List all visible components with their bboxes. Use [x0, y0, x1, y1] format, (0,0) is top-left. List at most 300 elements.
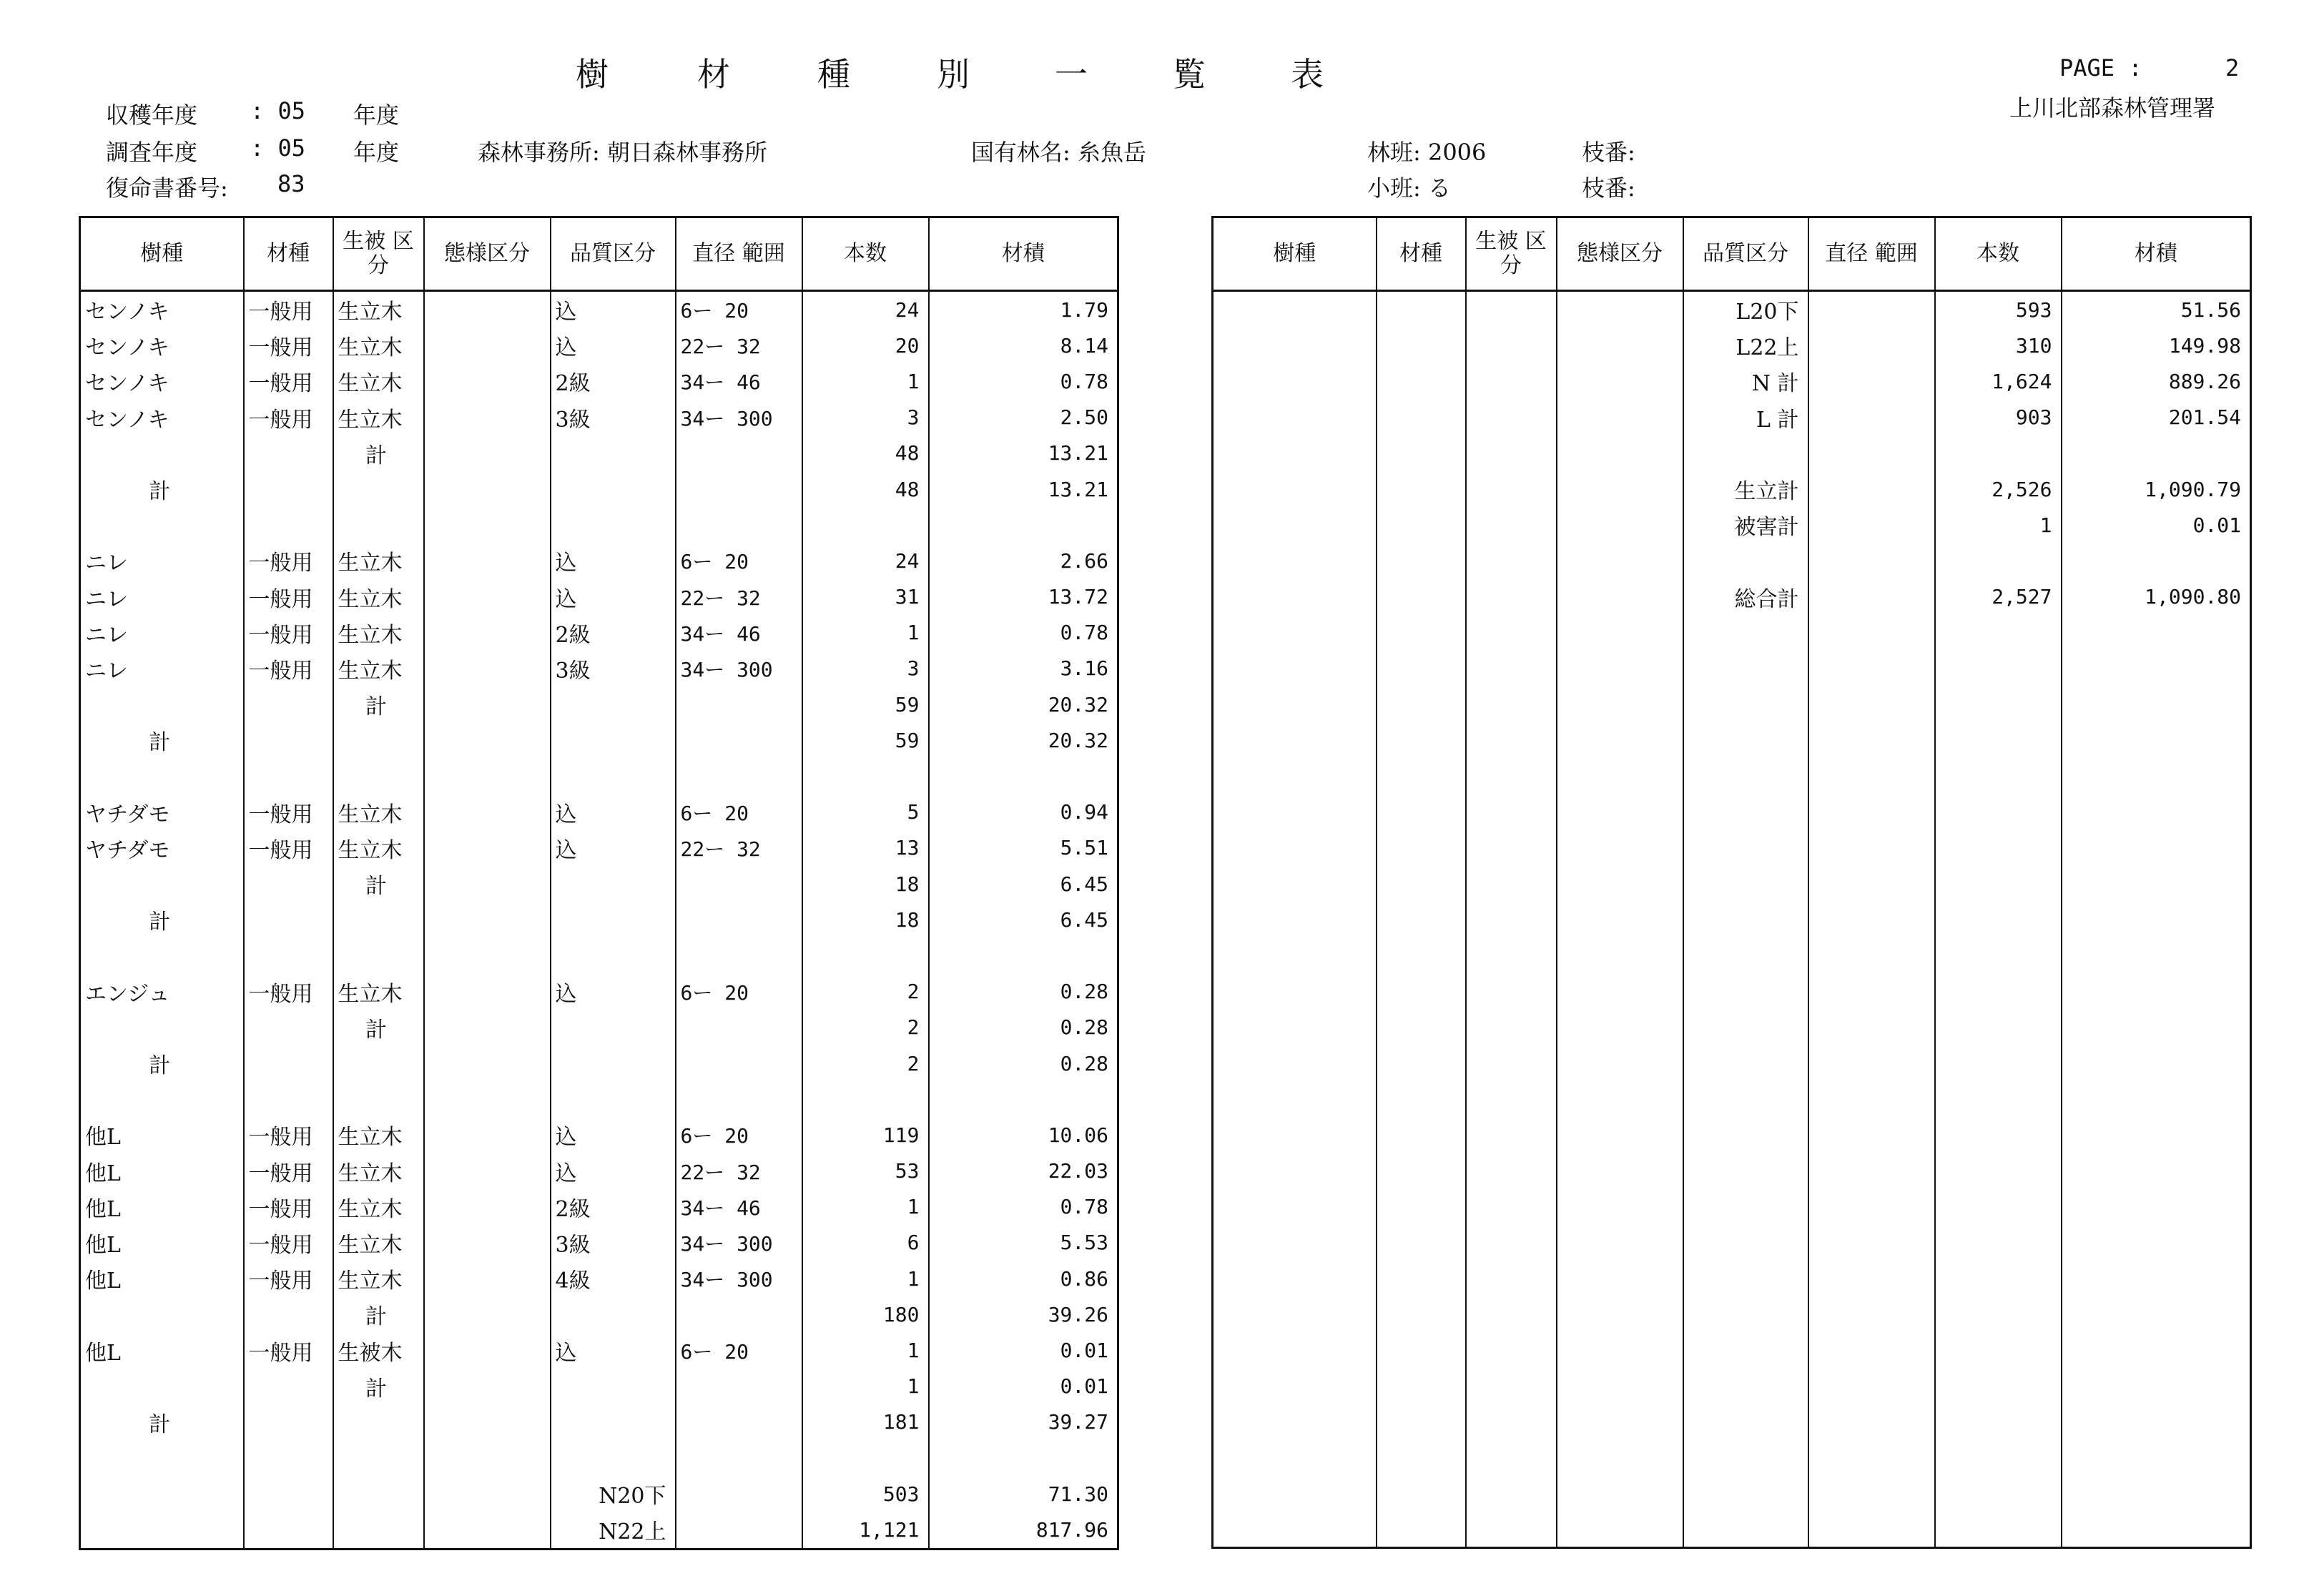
table-row	[80, 830, 1118, 866]
cell-diameter: 6ー 20	[676, 974, 802, 1010]
cell-material: 一般用	[244, 1189, 333, 1225]
cell-volume	[929, 937, 1118, 973]
col-header-mode: 態様区分	[424, 217, 551, 291]
cell-diameter: 34ー 46	[676, 615, 802, 651]
col-header-material: 材種	[1377, 217, 1466, 291]
cell-mode	[1557, 471, 1683, 507]
cell-status	[1466, 435, 1557, 471]
cell-species	[1213, 363, 1377, 399]
table-row	[80, 1476, 1118, 1512]
cell-quality: 2級	[551, 615, 676, 651]
table-row	[80, 794, 1118, 830]
right-table-body	[1213, 291, 2251, 1548]
table-row	[1213, 291, 2251, 328]
cell-mode	[1557, 363, 1683, 399]
cell-diameter	[676, 1476, 802, 1512]
cell-volume: 3.16	[929, 651, 1118, 686]
table-row	[80, 1045, 1118, 1081]
cell-volume	[2062, 435, 2251, 471]
cell-material	[244, 1440, 333, 1476]
cell-status	[333, 1440, 424, 1476]
table-row	[80, 1332, 1118, 1368]
cell-empty	[1557, 615, 1683, 1548]
cell-species: 他L	[80, 1261, 244, 1296]
table-row	[80, 1081, 1118, 1117]
table-row	[80, 1261, 1118, 1296]
cell-mode	[424, 1261, 551, 1296]
cell-volume: 0.01	[929, 1332, 1118, 1368]
cell-count	[802, 1081, 929, 1117]
cell-diameter	[676, 1440, 802, 1476]
table-row	[1213, 435, 2251, 471]
table-row	[80, 1369, 1118, 1404]
table-row	[80, 507, 1118, 543]
cell-status	[1466, 363, 1557, 399]
cell-volume: 8.14	[929, 327, 1118, 363]
table-header-row	[1213, 217, 2251, 291]
cell-status: 生立木	[333, 1189, 424, 1225]
cell-species: 計	[80, 1404, 244, 1440]
cell-diameter: 34ー 300	[676, 1225, 802, 1261]
cell-material: 一般用	[244, 579, 333, 615]
cell-count: 1	[802, 1261, 929, 1296]
cell-volume	[929, 507, 1118, 543]
cell-volume: 5.51	[929, 830, 1118, 866]
cell-species	[80, 435, 244, 471]
cell-species: 他L	[80, 1153, 244, 1189]
cell-empty	[80, 1548, 244, 1550]
cell-material: 一般用	[244, 291, 333, 328]
cell-species	[80, 1512, 244, 1547]
cell-empty	[1935, 615, 2062, 1548]
cell-status: 生立木	[333, 579, 424, 615]
cell-species	[1213, 507, 1377, 543]
cell-count	[1935, 435, 2062, 471]
cell-mode	[424, 435, 551, 471]
cell-material	[244, 902, 333, 937]
cell-status: 計	[333, 435, 424, 471]
cell-material	[244, 758, 333, 794]
table-filler-row	[1213, 615, 2251, 1548]
cell-quality: 込	[551, 543, 676, 578]
cell-material	[1377, 543, 1466, 578]
cell-mode	[1557, 507, 1683, 543]
cell-mode	[1557, 400, 1683, 435]
cell-diameter: 22ー 32	[676, 327, 802, 363]
cell-count: 18	[802, 902, 929, 937]
cell-count: 1	[1935, 507, 2062, 543]
table-row	[80, 435, 1118, 471]
cell-material	[244, 1369, 333, 1404]
cell-volume: 10.06	[929, 1117, 1118, 1153]
cell-quality	[1683, 543, 1808, 578]
cell-count: 593	[1935, 291, 2062, 328]
cell-status	[333, 471, 424, 507]
cell-mode	[424, 1369, 551, 1404]
col-header-species: 樹種	[1213, 217, 1377, 291]
cell-count	[802, 937, 929, 973]
cell-status	[1466, 291, 1557, 328]
cell-quality: 込	[551, 794, 676, 830]
cell-species: 他L	[80, 1189, 244, 1225]
cell-volume: 13.72	[929, 579, 1118, 615]
cell-volume: 0.86	[929, 1261, 1118, 1296]
cell-species	[80, 1081, 244, 1117]
cell-quality	[551, 1010, 676, 1045]
cell-diameter	[676, 866, 802, 902]
cell-status	[333, 722, 424, 758]
survey-year-value: : 05	[250, 134, 306, 162]
table-row	[1213, 507, 2251, 543]
table-row	[80, 1404, 1118, 1440]
cell-quality	[551, 1296, 676, 1332]
cell-volume: 6.45	[929, 902, 1118, 937]
table-row	[80, 1440, 1118, 1476]
cell-volume	[929, 1440, 1118, 1476]
cell-species: ニレ	[80, 543, 244, 578]
cell-count	[802, 1440, 929, 1476]
cell-diameter: 6ー 20	[676, 1117, 802, 1153]
table-header-row	[80, 217, 1118, 291]
cell-volume: 39.26	[929, 1296, 1118, 1332]
cell-diameter	[676, 722, 802, 758]
cell-status: 計	[333, 866, 424, 902]
cell-species	[80, 1476, 244, 1512]
cell-diameter: 22ー 32	[676, 579, 802, 615]
cell-empty	[1377, 615, 1466, 1548]
cell-material	[1377, 363, 1466, 399]
cell-species: 計	[80, 722, 244, 758]
cell-diameter	[676, 1369, 802, 1404]
cell-species	[80, 1440, 244, 1476]
cell-volume: 1,090.79	[2062, 471, 2251, 507]
cell-diameter: 6ー 20	[676, 543, 802, 578]
table-row	[1213, 543, 2251, 578]
cell-species: ニレ	[80, 579, 244, 615]
left-data-table	[79, 216, 1119, 1550]
table-row	[80, 1153, 1118, 1189]
cell-status: 生立木	[333, 543, 424, 578]
cell-species: エンジュ	[80, 974, 244, 1010]
cell-volume: 889.26	[2062, 363, 2251, 399]
cell-quality: 3級	[551, 1225, 676, 1261]
cell-count: 1,624	[1935, 363, 2062, 399]
cell-material: 一般用	[244, 400, 333, 435]
cell-mode	[424, 507, 551, 543]
cell-diameter	[676, 1512, 802, 1547]
cell-volume: 1,090.80	[2062, 579, 2251, 615]
cell-quality: L20下	[1683, 291, 1808, 328]
cell-status	[333, 1476, 424, 1512]
cell-diameter: 6ー 20	[676, 1332, 802, 1368]
table-row	[80, 291, 1118, 328]
cell-status: 生立木	[333, 291, 424, 328]
cell-mode	[424, 1189, 551, 1225]
cell-diameter: 6ー 20	[676, 291, 802, 328]
cell-mode	[1557, 327, 1683, 363]
cell-diameter	[676, 902, 802, 937]
cell-quality: 込	[551, 830, 676, 866]
cell-mode	[424, 327, 551, 363]
cell-status: 生立木	[333, 651, 424, 686]
cell-volume: 0.28	[929, 974, 1118, 1010]
cell-material: 一般用	[244, 1332, 333, 1368]
table-row	[80, 651, 1118, 686]
edaban-2: 枝番:	[1582, 174, 1635, 202]
title-char: 一	[1055, 55, 1088, 94]
cell-species	[80, 1369, 244, 1404]
cell-material	[244, 435, 333, 471]
table-row	[80, 363, 1118, 399]
cell-diameter: 34ー 300	[676, 651, 802, 686]
cell-count: 2,527	[1935, 579, 2062, 615]
cell-diameter	[1808, 471, 1935, 507]
cell-quality	[551, 1081, 676, 1117]
cell-quality	[551, 1045, 676, 1081]
restoration-label: 復命書番号:	[106, 174, 228, 202]
col-header-status: 生被 区分	[333, 217, 424, 291]
cell-species	[80, 866, 244, 902]
cell-material	[1377, 327, 1466, 363]
cell-count: 20	[802, 327, 929, 363]
table-row	[80, 1189, 1118, 1225]
cell-material	[1377, 400, 1466, 435]
cell-quality: 込	[551, 1117, 676, 1153]
cell-quality	[551, 1404, 676, 1440]
cell-count: 2	[802, 1045, 929, 1081]
cell-quality: 生立計	[1683, 471, 1808, 507]
cell-count: 1,121	[802, 1512, 929, 1547]
cell-mode	[424, 722, 551, 758]
cell-quality: 4級	[551, 1261, 676, 1296]
cell-status: 生立木	[333, 1153, 424, 1189]
cell-count: 2	[802, 1010, 929, 1045]
cell-diameter	[1808, 363, 1935, 399]
cell-volume	[2062, 543, 2251, 578]
cell-material	[244, 937, 333, 973]
cell-empty	[1808, 615, 1935, 1548]
cell-status: 生立木	[333, 794, 424, 830]
cell-species	[1213, 435, 1377, 471]
title-char: 樹	[576, 55, 609, 94]
cell-volume: 0.01	[929, 1369, 1118, 1404]
cell-material: 一般用	[244, 615, 333, 651]
title-char: 種	[817, 55, 850, 94]
cell-mode	[424, 974, 551, 1010]
cell-species: 計	[80, 902, 244, 937]
cell-mode	[424, 471, 551, 507]
cell-species: 他L	[80, 1332, 244, 1368]
cell-material	[1377, 507, 1466, 543]
cell-empty	[1213, 615, 1377, 1548]
cell-status: 生立木	[333, 327, 424, 363]
col-header-volume: 材積	[2062, 217, 2251, 291]
table-row	[80, 1225, 1118, 1261]
cell-species: センノキ	[80, 291, 244, 328]
cell-count: 180	[802, 1296, 929, 1332]
cell-mode	[424, 543, 551, 578]
table-row	[80, 937, 1118, 973]
cell-quality	[551, 686, 676, 722]
survey-year-unit: 年度	[353, 139, 400, 166]
cell-mode	[424, 400, 551, 435]
cell-volume: 5.53	[929, 1225, 1118, 1261]
cell-status	[1466, 471, 1557, 507]
survey-year-label: 調査年度	[106, 139, 198, 166]
table-row	[80, 866, 1118, 902]
cell-status: 計	[333, 1010, 424, 1045]
cell-mode	[424, 937, 551, 973]
col-header-diameter: 直径 範囲	[676, 217, 802, 291]
cell-count: 1	[802, 1369, 929, 1404]
cell-mode	[424, 1225, 551, 1261]
cell-mode	[424, 1404, 551, 1440]
cell-empty	[551, 1548, 676, 1550]
cell-volume: 6.45	[929, 866, 1118, 902]
cell-count: 6	[802, 1225, 929, 1261]
cell-count: 310	[1935, 327, 2062, 363]
cell-status: 生立木	[333, 1117, 424, 1153]
table-row	[80, 758, 1118, 794]
cell-volume: 0.01	[2062, 507, 2251, 543]
cell-count: 5	[802, 794, 929, 830]
cell-mode	[424, 866, 551, 902]
cell-quality	[551, 1369, 676, 1404]
cell-status: 生被木	[333, 1332, 424, 1368]
cell-empty	[802, 1548, 929, 1550]
cell-status: 生立木	[333, 615, 424, 651]
cell-status	[1466, 543, 1557, 578]
cell-volume: 22.03	[929, 1153, 1118, 1189]
cell-quality: N20下	[551, 1476, 676, 1512]
forest-office: 森林事務所: 朝日森林事務所	[478, 139, 767, 166]
cell-mode	[1557, 543, 1683, 578]
cell-volume: 20.32	[929, 686, 1118, 722]
rinpan: 林班: 2006	[1367, 139, 1487, 166]
table-row	[80, 327, 1118, 363]
cell-diameter: 6ー 20	[676, 794, 802, 830]
cell-diameter	[676, 1081, 802, 1117]
cell-material	[244, 722, 333, 758]
cell-mode	[424, 1476, 551, 1512]
cell-material: 一般用	[244, 1117, 333, 1153]
cell-species: ニレ	[80, 651, 244, 686]
cell-material	[244, 1512, 333, 1547]
table-row	[80, 1117, 1118, 1153]
cell-material	[244, 507, 333, 543]
cell-volume: 13.21	[929, 471, 1118, 507]
cell-quality	[551, 758, 676, 794]
cell-diameter: 34ー 46	[676, 363, 802, 399]
cell-mode	[424, 1117, 551, 1153]
cell-diameter	[676, 1045, 802, 1081]
cell-count: 59	[802, 686, 929, 722]
cell-status: 生立木	[333, 974, 424, 1010]
cell-species: ヤチダモ	[80, 794, 244, 830]
cell-count: 48	[802, 471, 929, 507]
table-row	[1213, 400, 2251, 435]
cell-volume: 51.56	[2062, 291, 2251, 328]
cell-status: 生立木	[333, 1225, 424, 1261]
cell-diameter	[1808, 400, 1935, 435]
table-row	[80, 543, 1118, 578]
cell-mode	[1557, 579, 1683, 615]
cell-count: 1	[802, 363, 929, 399]
cell-volume: 0.28	[929, 1045, 1118, 1081]
table-row	[80, 400, 1118, 435]
cell-mode	[424, 1512, 551, 1547]
cell-count: 59	[802, 722, 929, 758]
harvest-year-unit: 年度	[353, 102, 400, 129]
cell-count: 53	[802, 1153, 929, 1189]
table-row	[80, 579, 1118, 615]
cell-diameter	[676, 471, 802, 507]
cell-count: 3	[802, 651, 929, 686]
cell-mode	[424, 651, 551, 686]
cell-diameter	[676, 937, 802, 973]
cell-count: 13	[802, 830, 929, 866]
table-filler-row	[80, 1548, 1118, 1550]
table-row	[80, 902, 1118, 937]
cell-diameter: 22ー 32	[676, 1153, 802, 1189]
table-row	[80, 471, 1118, 507]
cell-status	[1466, 327, 1557, 363]
cell-volume	[929, 758, 1118, 794]
table-row	[80, 615, 1118, 651]
cell-status: 生立木	[333, 1261, 424, 1296]
cell-species	[1213, 291, 1377, 328]
cell-empty	[676, 1548, 802, 1550]
cell-quality: 込	[551, 579, 676, 615]
cell-count: 3	[802, 400, 929, 435]
table-row	[80, 1512, 1118, 1547]
page-number: 2	[2225, 54, 2240, 82]
cell-quality: 総合計	[1683, 579, 1808, 615]
cell-status: 計	[333, 686, 424, 722]
cell-species: 計	[80, 471, 244, 507]
cell-status	[1466, 400, 1557, 435]
cell-mode	[424, 758, 551, 794]
cell-count: 1	[802, 615, 929, 651]
col-header-count: 本数	[1935, 217, 2062, 291]
cell-species: ヤチダモ	[80, 830, 244, 866]
cell-volume: 13.21	[929, 435, 1118, 471]
cell-status: 計	[333, 1369, 424, 1404]
cell-volume: 71.30	[929, 1476, 1118, 1512]
col-header-quality: 品質区分	[1683, 217, 1808, 291]
office-name: 上川北部森林管理署	[2009, 94, 2216, 122]
cell-count	[802, 507, 929, 543]
cell-count	[1935, 543, 2062, 578]
cell-material: 一般用	[244, 794, 333, 830]
cell-diameter	[1808, 507, 1935, 543]
title-char: 覧	[1173, 55, 1206, 94]
cell-empty	[929, 1548, 1118, 1550]
cell-species	[1213, 327, 1377, 363]
cell-quality: 3級	[551, 400, 676, 435]
cell-mode	[424, 615, 551, 651]
right-data-table	[1211, 216, 2252, 1549]
cell-quality: 込	[551, 974, 676, 1010]
cell-species	[1213, 579, 1377, 615]
cell-mode	[424, 1440, 551, 1476]
cell-quality: N 計	[1683, 363, 1808, 399]
cell-mode	[424, 1081, 551, 1117]
cell-diameter	[676, 435, 802, 471]
cell-material: 一般用	[244, 830, 333, 866]
cell-volume: 2.50	[929, 400, 1118, 435]
cell-quality	[551, 722, 676, 758]
